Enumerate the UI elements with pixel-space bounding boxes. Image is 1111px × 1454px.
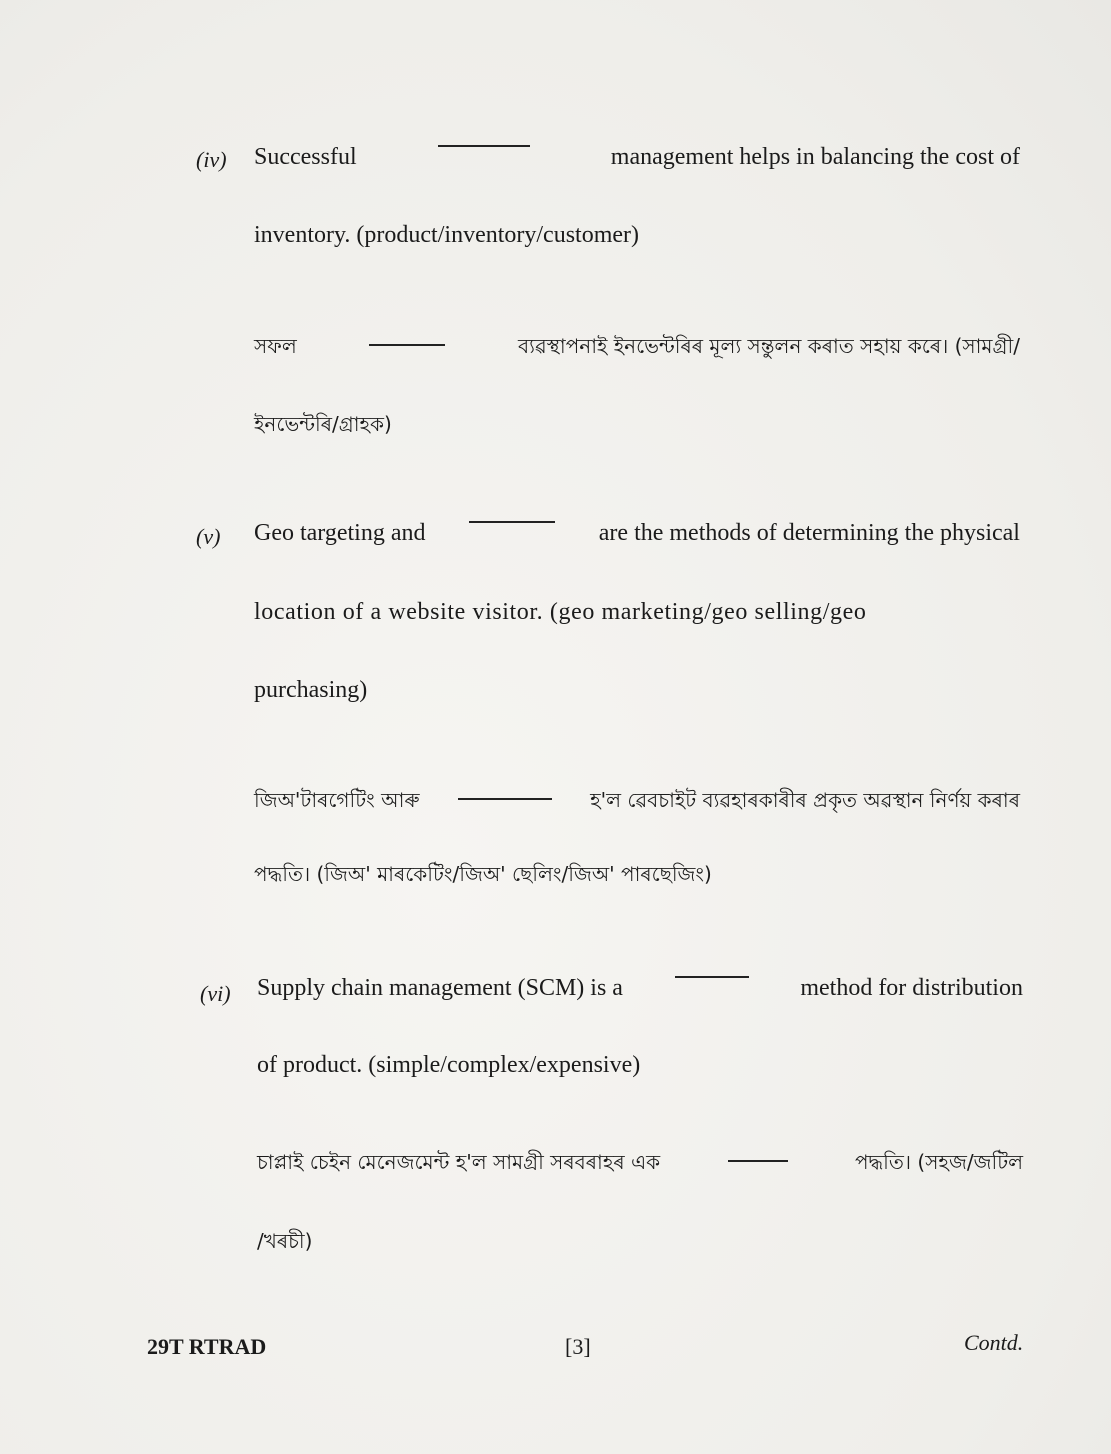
page-number: [3] [565,1334,591,1359]
fill-blank [438,144,530,147]
question-iv-as-part2: ব্যৱস্থাপনাই ইনভেন্টৰিৰ মূল্য সন্তুলন কৰাত সহায় কৰে। (সামগ্ৰী/ [518,334,1020,358]
question-v-as-line2: পদ্ধতি। (জিঅ' মাৰকেটিং/জিঅ' ছেলিং/জিঅ' পাৰছেজিং) [254,862,712,886]
continued-label: Contd. [964,1330,1024,1355]
question-iv-label: (iv) [196,147,227,172]
question-iv-as-part1: সফল [254,334,297,358]
question-vi-as-part1: চাপ্লাই চেইন মেনেজমেন্ট হ'ল সামগ্ৰী সৰবৰাহৰ এক [257,1150,661,1174]
question-vi-en-line1 [257,975,1023,1002]
question-v-en-part2: are the methods of determining the physical [598,520,1020,546]
question-iv-as-line1 [254,332,1020,365]
fill-blank [458,798,552,800]
question-vi-label: (vi) [200,981,231,1006]
fill-blank [675,975,749,978]
fill-blank [369,344,445,346]
fill-blank [728,1160,788,1162]
question-vi-as-line1 [257,1148,1023,1181]
question-iv-en-part2: management helps in balancing the cost of [610,144,1020,170]
question-v-en-line2-text: location of a website visitor. (geo marketing/geo selling/geo [254,599,867,625]
question-v-as-line1 [254,786,1020,819]
fill-blank [469,520,555,523]
paper-code: 29T RTRAD [147,1334,267,1359]
question-iv-en-line1 [254,144,1020,171]
question-v-as-part2: হ'ল ৱেবচাইট ব্যৱহাৰকাৰীৰ প্ৰকৃত অৱস্থান নিৰ্ণয় কৰাৰ [590,788,1020,812]
bleed-through-text [180,300,185,323]
question-v-en-line3: purchasing) [254,677,368,703]
question-v-en-part1: Geo targeting and [254,520,426,546]
question-vi-as-line2: /খৰচী) [257,1229,313,1253]
question-iv-en-line2: inventory. (product/inventory/customer) [254,222,640,248]
question-iv-as-line2: ইনভেন্টৰি/গ্ৰাহক) [254,412,392,436]
question-vi-en-line2: of product. (simple/complex/expensive) [257,1052,641,1078]
question-iv-en-part1: Successful [254,144,357,170]
question-v-en-line1 [254,520,1020,547]
question-v-en-line2 [254,599,1020,626]
question-v-as-part1: জিঅ'টাৰগেটিং আৰু [254,788,420,812]
question-vi-as-part2: পদ্ধতি। (সহজ/জটিল [854,1150,1023,1174]
question-vi-en-part2: method for distribution [800,975,1023,1001]
question-vi-en-part1: Supply chain management (SCM) is a [257,975,623,1001]
question-v-label: (v) [196,524,221,549]
